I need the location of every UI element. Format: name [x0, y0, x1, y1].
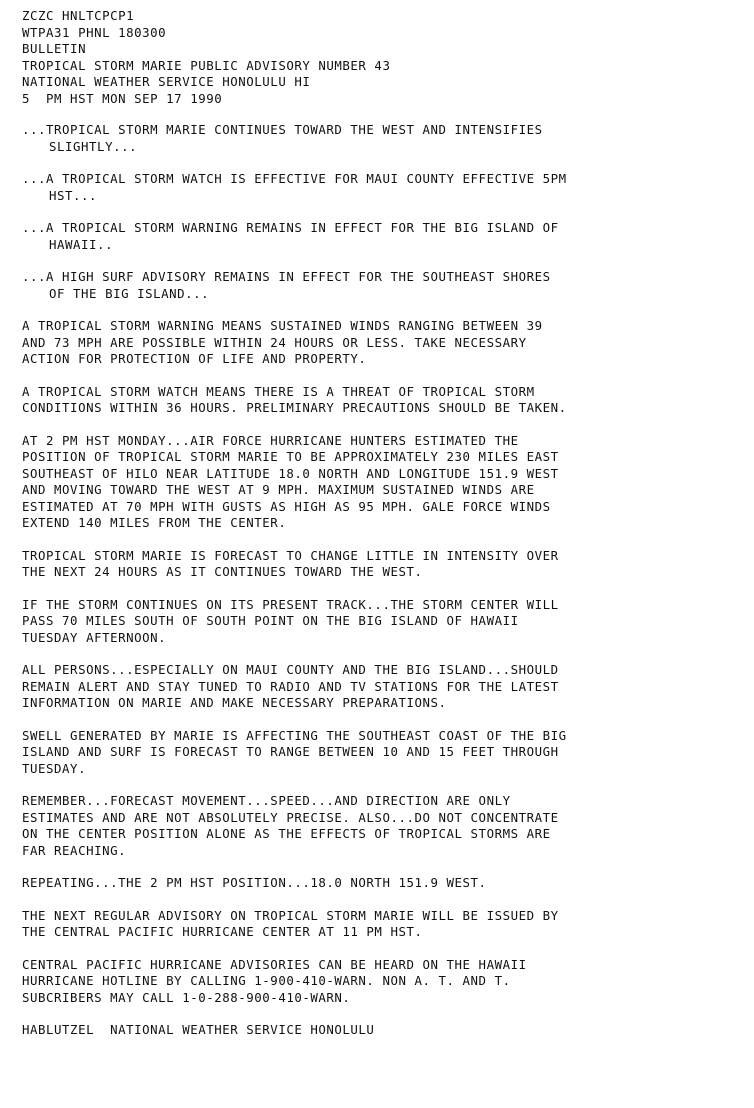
text-line: A TROPICAL STORM WATCH MEANS THERE IS A THREAT OF TROPICAL STORM [22, 383, 535, 399]
paragraph-forecast [22, 548, 754, 581]
paragraph-track [22, 597, 754, 647]
paragraph-warning-definition [22, 318, 754, 368]
paragraph-remember [22, 793, 754, 859]
text-line: CENTRAL PACIFIC HURRICANE ADVISORIES CAN BE HEARD ON THE HAWAII [22, 956, 527, 972]
signature-line: HABLUTZEL NATIONAL WEATHER SERVICE HONOLULU [22, 1022, 375, 1037]
text-line: ON THE CENTER POSITION ALONE AS THE EFFECTS OF TROPICAL STORMS ARE [22, 826, 551, 841]
paragraph-position [22, 433, 754, 532]
text-line: POSITION OF TROPICAL STORM MARIE TO BE APPROXIMATELY 230 MILES EAST [22, 449, 559, 464]
text-line: TUESDAY AFTERNOON. [22, 629, 167, 645]
text-line: REMEMBER...FORECAST MOVEMENT...SPEED...AND DIRECTION ARE ONLY [22, 793, 511, 808]
text-line: ALL PERSONS...ESPECIALLY ON MAUI COUNTY AND THE BIG ISLAND...SHOULD [22, 662, 559, 677]
paragraph-repeating [22, 875, 754, 892]
bulletin-header [22, 8, 754, 107]
text-line: AND 73 MPH ARE POSSIBLE WITHIN 24 HOURS OR LESS. TAKE NECESSARY [22, 334, 527, 350]
text-line: THE NEXT 24 HOURS AS IT CONTINUES TOWARD THE WEST. [22, 564, 423, 579]
headline-line: SLIGHTLY... [49, 138, 138, 154]
text-line: TROPICAL STORM MARIE IS FORECAST TO CHANGE LITTLE IN INTENSITY OVER [22, 547, 559, 563]
paragraph-watch-definition [22, 384, 754, 417]
header-line: 5 PM HST MON SEP 17 1990 [22, 90, 223, 106]
headline-line: ...A TROPICAL STORM WARNING REMAINS IN EFFECT FOR THE BIG ISLAND OF [22, 220, 559, 235]
text-line: HURRICANE HOTLINE BY CALLING 1-900-410-WARN. NON A. T. AND T. [22, 973, 511, 988]
text-line: REMAIN ALERT AND STAY TUNED TO RADIO AND TV STATIONS FOR THE LATEST [22, 678, 559, 694]
text-line: EXTEND 140 MILES FROM THE CENTER. [22, 515, 287, 530]
text-line: AT 2 PM HST MONDAY...AIR FORCE HURRICANE HUNTERS ESTIMATED THE [22, 432, 519, 448]
headline-line: HST... [49, 187, 98, 203]
signature [22, 1022, 754, 1039]
headline-line: ...A TROPICAL STORM WATCH IS EFFECTIVE FOR MAUI COUNTY EFFECTIVE 5PM [22, 171, 567, 186]
paragraph-alert [22, 662, 754, 712]
header-line: WTPA31 PHNL 180300 [22, 24, 167, 40]
text-line: SWELL GENERATED BY MARIE IS AFFECTING THE SOUTHEAST COAST OF THE BIG [22, 727, 567, 743]
paragraph-next-advisory [22, 908, 754, 941]
text-line: THE CENTRAL PACIFIC HURRICANE CENTER AT 11 PM HST. [22, 924, 423, 939]
text-line: ACTION FOR PROTECTION OF LIFE AND PROPERTY. [22, 351, 367, 366]
text-line: FAR REACHING. [22, 842, 127, 858]
text-line: ESTIMATES AND ARE NOT ABSOLUTELY PRECISE. ALSO...DO NOT CONCENTRATE [22, 809, 559, 825]
headline-line: HAWAII.. [49, 236, 114, 252]
text-line: A TROPICAL STORM WARNING MEANS SUSTAINED WINDS RANGING BETWEEN 39 [22, 318, 543, 333]
text-line: ISLAND AND SURF IS FORECAST TO RANGE BETWEEN 10 AND 15 FEET THROUGH [22, 744, 559, 759]
headline-line: ...A HIGH SURF ADVISORY REMAINS IN EFFECT FOR THE SOUTHEAST SHORES [22, 269, 551, 284]
headline [22, 171, 754, 204]
header-line: NATIONAL WEATHER SERVICE HONOLULU HI [22, 74, 311, 89]
text-line: REPEATING...THE 2 PM HST POSITION...18.0 NORTH 151.9 WEST. [22, 875, 487, 890]
paragraph-swell [22, 728, 754, 778]
text-line: IF THE STORM CONTINUES ON ITS PRESENT TRACK...THE STORM CENTER WILL [22, 596, 559, 612]
header-line: BULLETIN [22, 41, 87, 56]
headline [22, 269, 754, 302]
text-line: AND MOVING TOWARD THE WEST AT 9 MPH. MAXIMUM SUSTAINED WINDS ARE [22, 482, 535, 497]
text-line: ESTIMATED AT 70 MPH WITH GUSTS AS HIGH AS 95 MPH. GALE FORCE WINDS [22, 498, 551, 514]
headline-line: OF THE BIG ISLAND... [49, 285, 210, 301]
headline [22, 220, 754, 253]
text-line: SOUTHEAST OF HILO NEAR LATITUDE 18.0 NORTH AND LONGITUDE 151.9 WEST [22, 465, 559, 481]
headline [22, 122, 754, 155]
text-line: INFORMATION ON MARIE AND MAKE NECESSARY PREPARATIONS. [22, 695, 447, 710]
header-line: TROPICAL STORM MARIE PUBLIC ADVISORY NUMBER 43 [22, 57, 391, 73]
paragraph-hotline [22, 957, 754, 1007]
text-line: TUESDAY. [22, 760, 87, 776]
text-line: CONDITIONS WITHIN 36 HOURS. PRELIMINARY PRECAUTIONS SHOULD BE TAKEN. [22, 400, 567, 415]
headline-line: ...TROPICAL STORM MARIE CONTINUES TOWARD THE WEST AND INTENSIFIES [22, 122, 543, 137]
text-line: SUBCRIBERS MAY CALL 1-0-288-900-410-WARN. [22, 989, 351, 1005]
text-line: PASS 70 MILES SOUTH OF SOUTH POINT ON THE BIG ISLAND OF HAWAII [22, 613, 519, 628]
header-line: ZCZC HNLTCPCP1 [22, 8, 135, 23]
text-line: THE NEXT REGULAR ADVISORY ON TROPICAL STORM MARIE WILL BE ISSUED BY [22, 907, 559, 923]
